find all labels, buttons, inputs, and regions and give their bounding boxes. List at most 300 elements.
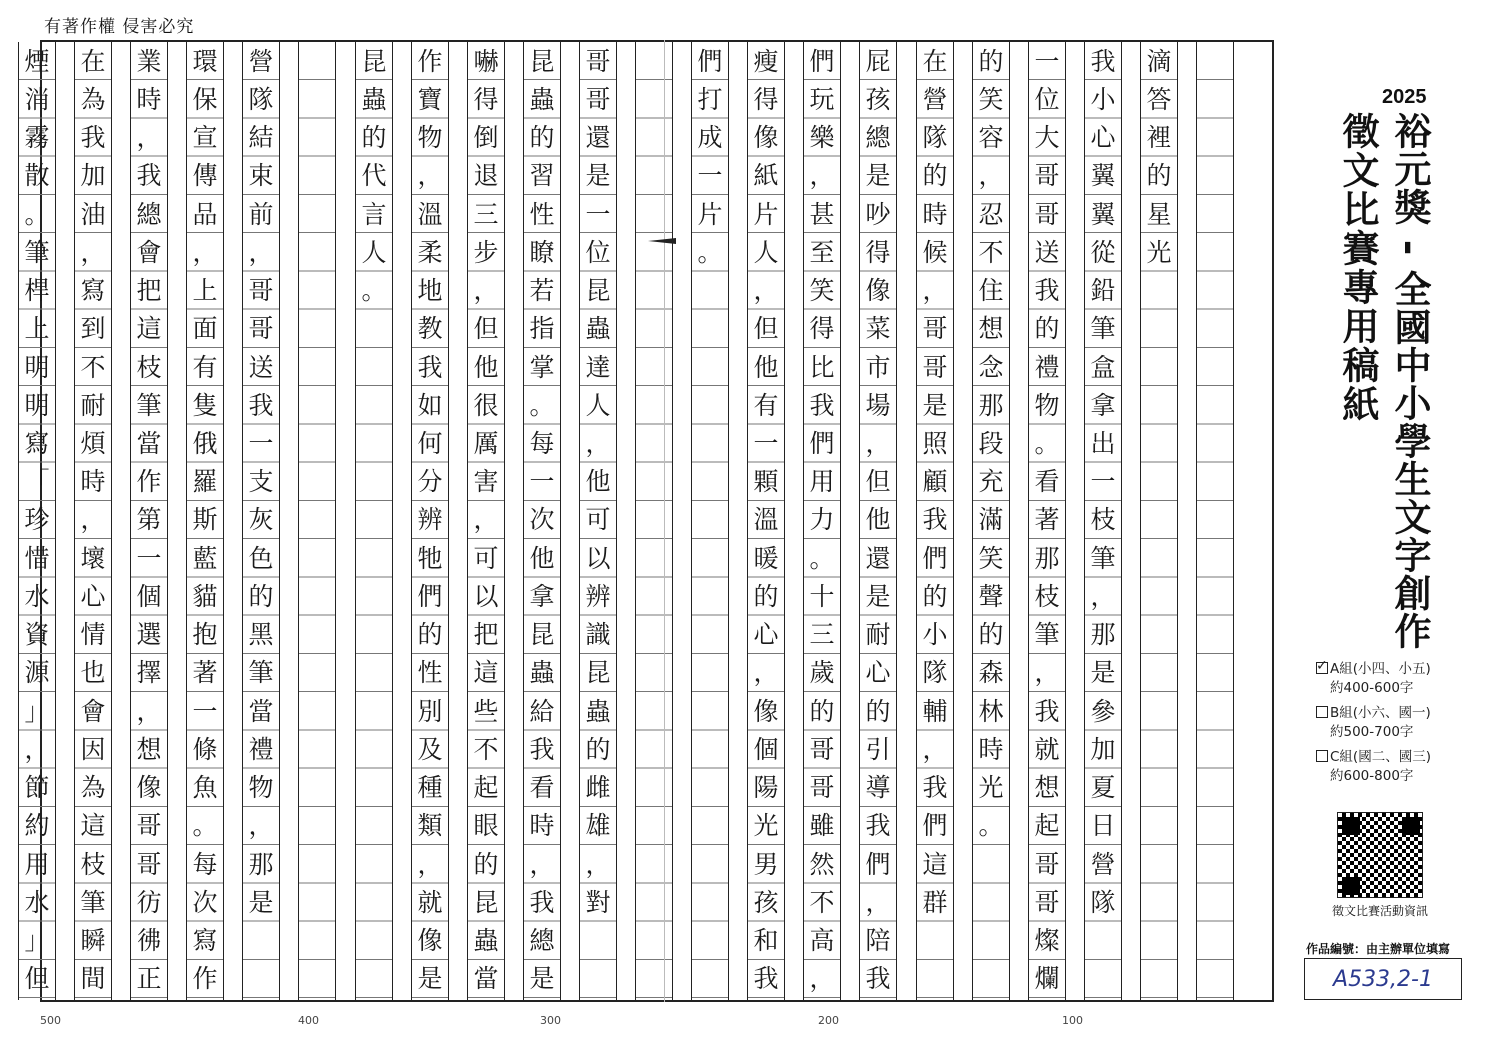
grid-char: 條 [192, 734, 218, 764]
grid-char: 厲 [473, 429, 499, 458]
grid-char: 個 [136, 581, 162, 611]
grid-char: 煩 [80, 429, 106, 458]
grid-char: ， [80, 237, 106, 267]
grid-char: 想 [1034, 773, 1060, 803]
grid-char: 從 [1090, 237, 1116, 267]
grid-char: 散 [24, 161, 50, 191]
grid-char: ， [809, 161, 835, 191]
grid-column [635, 42, 673, 1000]
grid-char: 作 [192, 964, 218, 994]
grid-char: 筆 [1090, 543, 1116, 573]
char-counter-100: 100 [1062, 1014, 1083, 1027]
grid-char: 容 [978, 123, 1004, 153]
grid-char: 起 [1034, 811, 1060, 841]
grid-char: 的 [978, 46, 1004, 76]
grid-char: 的 [1034, 314, 1060, 344]
grid-char: 笑 [978, 84, 1004, 114]
grid-char: 。 [192, 811, 218, 841]
grid-char: 筆 [1034, 620, 1060, 650]
grid-char: 輔 [922, 696, 948, 726]
grid-char: 我 [1034, 696, 1060, 726]
grid-char: 當 [473, 964, 499, 994]
grid-char: 男 [753, 849, 779, 879]
grid-column [18, 42, 56, 1000]
grid-char: 支 [248, 467, 274, 497]
grid-char: 看 [529, 773, 555, 803]
grid-char: 我 [922, 773, 948, 803]
grid-char: 們 [417, 581, 443, 611]
grid-char: ， [865, 887, 891, 917]
grid-char: 蟲 [529, 84, 555, 114]
grid-char: 教 [417, 314, 443, 344]
grid-char: 蟲 [361, 84, 387, 114]
grid-char: 參 [1090, 696, 1116, 726]
grid-char: 別 [417, 696, 443, 726]
grid-char: 聲 [978, 581, 1004, 611]
grid-char: 的 [865, 696, 891, 726]
grid-char: 得 [865, 237, 891, 267]
grid-char: 孩 [865, 84, 891, 114]
grid-column [579, 42, 617, 1000]
grid-column [1028, 42, 1066, 1000]
grid-char: 」 [24, 696, 50, 726]
grid-char: 次 [529, 505, 555, 535]
grid-char: 市 [865, 352, 891, 382]
grid-char: 蟲 [585, 696, 611, 726]
grid-char: 們 [809, 46, 835, 76]
grid-char: 到 [80, 314, 106, 344]
grid-char: 時 [136, 84, 162, 114]
grid-char: 加 [80, 161, 106, 191]
grid-char: 源 [24, 658, 50, 688]
grid-char: 第 [136, 505, 162, 535]
grid-char: 性 [417, 658, 443, 688]
grid-char: 若 [529, 276, 555, 306]
grid-char: 場 [865, 390, 891, 420]
grid-column [747, 42, 785, 1000]
grid-char: 們 [697, 46, 723, 76]
grid-char: 物 [1034, 390, 1060, 420]
grid-char: 是 [248, 887, 274, 917]
grid-column [803, 42, 841, 1000]
grid-char: 耐 [865, 620, 891, 650]
grid-char: 蟲 [529, 658, 555, 688]
grid-char: ， [417, 849, 443, 879]
grid-char: 哥 [248, 276, 274, 306]
group-c-option[interactable] [1316, 748, 1431, 786]
grid-char: 顧 [922, 467, 948, 497]
grid-column [242, 42, 280, 1000]
grid-char: 這 [473, 658, 499, 688]
grid-char: 作 [417, 46, 443, 76]
grid-char: ， [753, 276, 779, 306]
grid-char: 霧 [24, 123, 50, 153]
grid-char: 人 [361, 237, 387, 267]
grid-char: 時 [922, 199, 948, 229]
grid-char: 的 [753, 581, 779, 611]
grid-char: 正 [136, 964, 162, 994]
grid-char: 哥 [809, 734, 835, 764]
grid-char: 柔 [417, 237, 443, 267]
grid-char: 昆 [585, 658, 611, 688]
grid-char: 笑 [809, 276, 835, 306]
grid-char: 一 [1090, 467, 1116, 497]
grid-char: 至 [809, 237, 835, 267]
grid-char: 不 [473, 734, 499, 764]
grid-char: 滿 [978, 505, 1004, 535]
group-a-label: A組(小四、小五) [1330, 661, 1431, 677]
grid-char: 約 [24, 811, 50, 841]
grid-char: 得 [473, 84, 499, 114]
grid-char: 我 [80, 123, 106, 153]
grid-char: 哥 [585, 84, 611, 114]
grid-char: 寫 [80, 276, 106, 306]
grid-char: 會 [80, 696, 106, 726]
grid-char: 把 [136, 276, 162, 306]
checkbox-icon[interactable] [1316, 750, 1328, 762]
grid-char: ， [192, 237, 218, 267]
grid-char: 間 [80, 964, 106, 994]
contest-title: 裕元獎 - 全國中小學生文字創作 [1388, 112, 1431, 651]
grid-char: ， [136, 123, 162, 153]
grid-char: 節 [24, 773, 50, 803]
grid-char: 一 [753, 429, 779, 458]
grid-char: 我 [865, 811, 891, 841]
grid-char: 的 [585, 734, 611, 764]
grid-char: 資 [24, 620, 50, 650]
grid-char: 我 [529, 887, 555, 917]
grid-char: 俄 [192, 429, 218, 458]
grid-char: 以 [585, 543, 611, 573]
grid-char: 像 [753, 696, 779, 726]
grid-char: 蟲 [585, 314, 611, 344]
grid-char: 不 [978, 237, 1004, 267]
grid-char: 但 [24, 964, 50, 994]
grid-char: 抱 [192, 620, 218, 650]
group-c-label: C組(國二、國三) [1330, 749, 1431, 765]
grid-char: 的 [361, 123, 387, 153]
grid-column [74, 42, 112, 1000]
grid-char: 因 [80, 734, 106, 764]
grid-char: 禮 [248, 734, 274, 764]
grid-char: 分 [417, 467, 443, 497]
grid-char: 我 [809, 390, 835, 420]
grid-char: 三 [809, 620, 835, 650]
grid-char: 候 [922, 237, 948, 267]
grid-char: 如 [417, 390, 443, 420]
grid-char: 翼 [1090, 161, 1116, 191]
grid-char: 總 [529, 926, 555, 956]
grid-char: 為 [80, 84, 106, 114]
grid-char: 他 [473, 352, 499, 382]
grid-char: 一 [697, 161, 723, 191]
grid-char: 我 [753, 964, 779, 994]
grid-char: 珍 [24, 505, 50, 535]
grid-column [1084, 42, 1122, 1000]
grid-char: 彷 [136, 887, 162, 917]
grid-char: 些 [473, 696, 499, 726]
grid-char: 隊 [1090, 887, 1116, 917]
grid-char: 住 [978, 276, 1004, 306]
grid-char: 人 [753, 237, 779, 267]
grid-char: 會 [136, 237, 162, 267]
grid-char: 也 [80, 658, 106, 688]
grid-char: 顆 [753, 467, 779, 497]
grid-char: 。 [24, 199, 50, 229]
grid-char: 面 [192, 314, 218, 344]
grid-char: 。 [809, 543, 835, 573]
checkbox-icon[interactable] [1316, 706, 1328, 718]
grid-char: 雄 [585, 811, 611, 841]
grid-char: 哥 [809, 773, 835, 803]
grid-char: 一 [1034, 46, 1060, 76]
grid-column [467, 42, 505, 1000]
grid-char: 送 [248, 352, 274, 382]
grid-char: 心 [753, 620, 779, 650]
grid-char: 比 [809, 352, 835, 382]
grid-char: 紙 [753, 161, 779, 191]
grid-column [1196, 42, 1234, 1000]
grid-char: 位 [585, 237, 611, 267]
grid-char: 在 [922, 46, 948, 76]
grid-char: 時 [978, 734, 1004, 764]
grid-char: 瞭 [529, 237, 555, 267]
grid-char: 品 [192, 199, 218, 229]
grid-char: 情 [80, 620, 106, 650]
grid-char: 是 [1090, 658, 1116, 688]
grid-char: 孩 [753, 887, 779, 917]
grid-char: 用 [809, 467, 835, 497]
group-a-range: 約400-600字 [1330, 680, 1414, 696]
checkbox-checked-icon[interactable] [1316, 662, 1328, 674]
grid-char: 著 [192, 658, 218, 688]
grid-column [916, 42, 954, 1000]
grid-char: 暖 [753, 543, 779, 573]
grid-char: 像 [753, 123, 779, 153]
grid-char: 大 [1034, 123, 1060, 153]
grid-char: 屁 [865, 46, 891, 76]
grid-char: ， [1090, 581, 1116, 611]
grid-char: 有 [192, 352, 218, 382]
grid-char: 甚 [809, 199, 835, 229]
grid-char: 辨 [417, 505, 443, 535]
grid-char: 總 [865, 123, 891, 153]
grid-char: 的 [922, 581, 948, 611]
grid-char: 力 [809, 505, 835, 535]
grid-char: 段 [978, 429, 1004, 458]
grid-char: 昆 [529, 620, 555, 650]
grid-char: 哥 [248, 314, 274, 344]
grid-char: 加 [1090, 734, 1116, 764]
grid-char: 給 [529, 696, 555, 726]
grid-char: 出 [1090, 429, 1116, 458]
grid-char: 營 [248, 46, 274, 76]
grid-char: 雌 [585, 773, 611, 803]
grid-char: 明 [24, 390, 50, 420]
grid-char: 是 [922, 390, 948, 420]
grid-column [130, 42, 168, 1000]
grid-char: 斯 [192, 505, 218, 535]
grid-char: 水 [24, 581, 50, 611]
grid-char: 時 [80, 467, 106, 497]
grid-char: 有 [753, 390, 779, 420]
grid-char: 不 [809, 887, 835, 917]
grid-char: 我 [248, 390, 274, 420]
char-counter-400: 400 [298, 1014, 319, 1027]
grid-column [523, 42, 561, 1000]
grid-char: 小 [922, 620, 948, 650]
grid-char: 那 [1034, 543, 1060, 573]
grid-char: 玩 [809, 84, 835, 114]
grid-char: 寫 [24, 429, 50, 458]
grid-char: 哥 [1034, 849, 1060, 879]
grid-char: 嚇 [473, 46, 499, 76]
grid-char: 魚 [192, 773, 218, 803]
qr-code-icon[interactable] [1337, 812, 1423, 898]
grid-char: 哥 [922, 314, 948, 344]
grid-char: 營 [1090, 849, 1116, 879]
grid-char: 他 [585, 467, 611, 497]
grid-char: 選 [136, 620, 162, 650]
grid-char: 心 [80, 581, 106, 611]
grid-char: 在 [80, 46, 106, 76]
grid-char: 筆 [80, 887, 106, 917]
grid-char: 消 [24, 84, 50, 114]
group-a-option[interactable] [1316, 660, 1431, 698]
grid-char: 水 [24, 887, 50, 917]
grid-char: ， [24, 734, 50, 764]
grid-char: ， [922, 734, 948, 764]
grid-char: ， [136, 696, 162, 726]
grid-char: 得 [753, 84, 779, 114]
grid-char: 夏 [1090, 773, 1116, 803]
entry-number-label: 作品編號：由主辦單位填寫 [1306, 942, 1451, 956]
grid-char: 就 [1034, 734, 1060, 764]
grid-char: 桿 [24, 276, 50, 306]
group-options [1316, 660, 1431, 792]
grid-char: 念 [978, 352, 1004, 382]
grid-char: 退 [473, 161, 499, 191]
grid-char: 昆 [585, 276, 611, 306]
grid-column [1140, 42, 1178, 1000]
grid-char: 代 [361, 161, 387, 191]
grid-char: 一 [192, 696, 218, 726]
grid-char: 灰 [248, 505, 274, 535]
grid-char: 那 [1090, 620, 1116, 650]
grid-char: 類 [417, 811, 443, 841]
grid-char: 藍 [192, 543, 218, 573]
grid-char: 片 [697, 199, 723, 229]
grid-char: 何 [417, 429, 443, 458]
grid-char: 瞬 [80, 926, 106, 956]
grid-column [859, 42, 897, 1000]
grid-char: 每 [529, 429, 555, 458]
grid-char: 性 [529, 199, 555, 229]
grid-char: 識 [585, 620, 611, 650]
grid-char: 哥 [1034, 161, 1060, 191]
grid-char: 眼 [473, 811, 499, 841]
grid-char: 照 [922, 429, 948, 458]
grid-char: 像 [417, 926, 443, 956]
grid-char: 們 [809, 429, 835, 458]
grid-char: 耐 [80, 390, 106, 420]
grid-char: 可 [473, 543, 499, 573]
grid-char: 「 [24, 467, 50, 497]
char-counter-300: 300 [540, 1014, 561, 1027]
grid-char: 引 [865, 734, 891, 764]
grid-char: 就 [417, 887, 443, 917]
grid-char: 那 [248, 849, 274, 879]
grid-char: 高 [809, 926, 835, 956]
copyright-notice: 有著作權 侵害必究 [44, 17, 195, 37]
grid-char: 業 [136, 46, 162, 76]
grid-char: 倒 [473, 123, 499, 153]
grid-char: 片 [753, 199, 779, 229]
grid-char: ， [417, 161, 443, 191]
grid-char: 哥 [136, 811, 162, 841]
grid-char: 貓 [192, 581, 218, 611]
group-b-option[interactable] [1316, 704, 1431, 742]
grid-char: 打 [697, 84, 723, 114]
grid-char: ， [248, 811, 274, 841]
grid-char: 小 [1090, 84, 1116, 114]
grid-char: 送 [1034, 237, 1060, 267]
grid-char: 他 [865, 505, 891, 535]
grid-char: 笑 [978, 543, 1004, 573]
grid-char: 得 [809, 314, 835, 344]
grid-char: 哥 [922, 352, 948, 382]
grid-char: 但 [865, 467, 891, 497]
grid-char: 色 [248, 543, 274, 573]
grid-char: 光 [1146, 237, 1172, 267]
grid-char: 燦 [1034, 926, 1060, 956]
grid-char: 筆 [248, 658, 274, 688]
grid-char: 人 [585, 390, 611, 420]
grid-char: 的 [922, 161, 948, 191]
grid-char: 枝 [1090, 505, 1116, 535]
grid-char: 溫 [417, 199, 443, 229]
grid-char: 上 [192, 276, 218, 306]
grid-char: 我 [529, 734, 555, 764]
grid-char: 。 [697, 237, 723, 267]
grid-char: 可 [585, 505, 611, 535]
grid-char: ， [1034, 658, 1060, 688]
grid-char: 和 [753, 926, 779, 956]
grid-char: 心 [1090, 123, 1116, 153]
entry-number-box: A533,2-1 [1304, 958, 1462, 1000]
grid-char: 言 [361, 199, 387, 229]
grid-char: 溫 [753, 505, 779, 535]
grid-char: 心 [865, 658, 891, 688]
grid-char: 傳 [192, 161, 218, 191]
grid-char: 盒 [1090, 352, 1116, 382]
manuscript-grid [24, 40, 1274, 1002]
grid-char: 他 [529, 543, 555, 573]
grid-char: 辨 [585, 581, 611, 611]
grid-char: ， [80, 505, 106, 535]
grid-char: 筆 [1090, 314, 1116, 344]
grid-char: 昆 [529, 46, 555, 76]
grid-char: 的 [529, 123, 555, 153]
grid-char: 昆 [361, 46, 387, 76]
grid-char: ， [585, 429, 611, 458]
grid-char: 裡 [1146, 123, 1172, 153]
grid-char: 指 [529, 314, 555, 344]
grid-char: 擇 [136, 658, 162, 688]
grid-char: 吵 [865, 199, 891, 229]
grid-char: 我 [1090, 46, 1116, 76]
grid-char: 總 [136, 199, 162, 229]
